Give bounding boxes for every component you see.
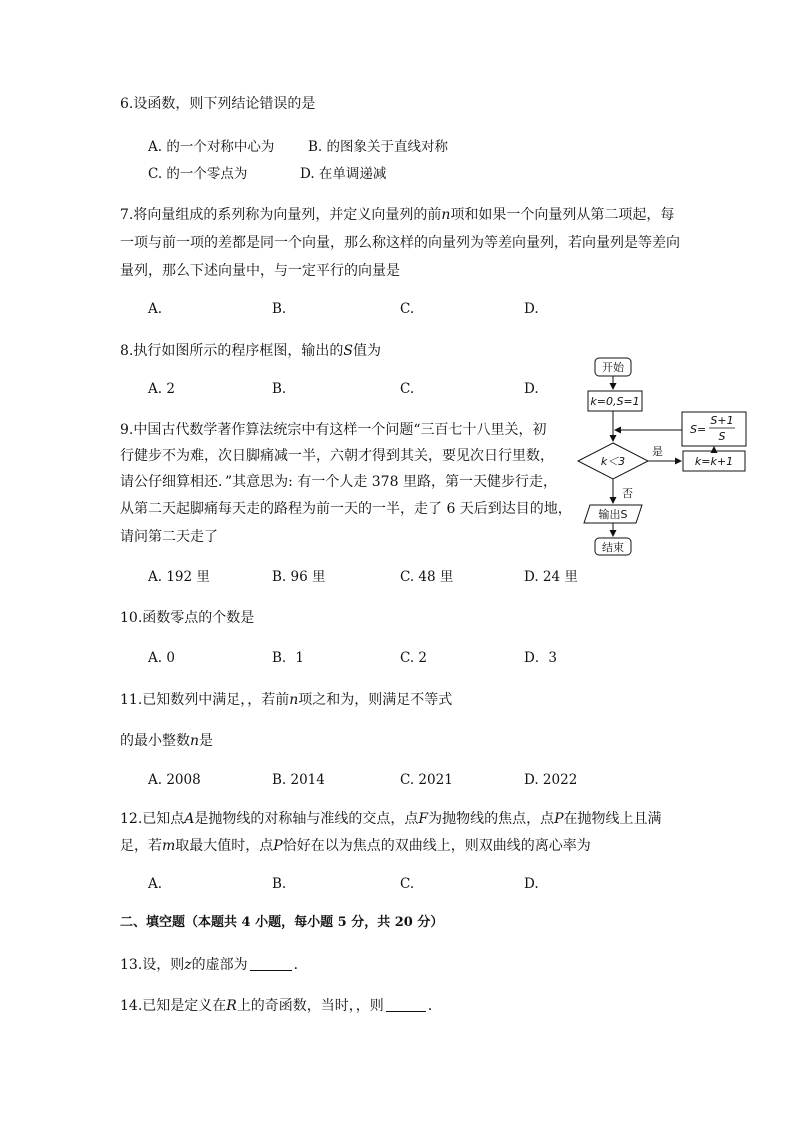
answer-blank [386,997,426,1012]
q12-option-b: B. [272,876,287,892]
q11-option-d: D. 2022 [524,772,578,788]
q11-var: n [190,733,200,749]
q12-text: 12.已知点 [120,811,185,827]
q8-option-c: C. [400,381,415,397]
q8-option-a: A. 2 [148,381,175,397]
flow-update-den: S [718,430,726,443]
answer-blank [250,956,292,971]
flow-yes-label: 是 [652,445,663,458]
q7-option-c: C. [400,301,415,317]
q12-text: 是抛物线的对称轴与准线的交点，点 [194,811,419,827]
q14-var: R [226,998,237,1014]
q7-var: n [441,207,451,223]
q12-text: 取最大值时，点 [175,838,274,854]
q6-option-b: B. 的图象关于直线对称 [308,139,449,155]
q9-line-4: 从第二天起脚痛每天走的路程为前一天的一半，走了 6 天后到达目的地， [120,501,572,517]
q7-option-a: A. [148,301,163,317]
q10-option-b: B．1 [272,650,305,666]
q6-stem: 6.设函数，则下列结论错误的是 [120,96,316,112]
q7-text: 项和如果一个向量列从第二项起，每 [450,207,675,223]
q11-text: 的最小整数 [120,733,190,749]
q7-text: 7.将向量组成的系列称为向量列，并定义向量列的前 [120,207,442,223]
q14-text: 上的奇函数，当时，，则 [236,998,384,1014]
q11-text: 11.已知数列中满足，，若前 [120,692,290,708]
q6-option-d: D. 在单调递减 [300,166,387,182]
flow-update-num: S+1 [710,414,734,427]
q13-text: 的虚部为 [191,957,248,973]
q10-option-d: D．3 [524,650,557,666]
q9-option-c: C. 48 里 [400,569,454,585]
flow-output-label: 输出S [598,508,628,521]
flow-init-label: k=0,S=1 [590,395,640,408]
q13-text: 13.设，则 [120,957,185,973]
q12-option-c: C. [400,876,415,892]
q14-text: ． [427,998,442,1014]
q9-line-1: 9.中国古代数学著作算法统宗中有这样一个问题“三百七十八里关，初 [120,422,547,438]
q13-line [120,955,308,975]
q7-option-d: D. [524,301,539,317]
q14-text: 14.已知是定义在 [120,998,227,1014]
q8-text: 8.执行如图所示的程序框图，输出的 [120,343,344,359]
q9-line-5: 请问第二天走了 [120,529,218,545]
q12-var: P [554,811,564,827]
q9-option-d: D. 24 里 [524,569,578,585]
flow-no-label: 否 [622,487,633,500]
q11-option-c: C. 2021 [400,772,453,788]
q12-text: 在抛物线上且满 [563,811,662,827]
q6-option-a: A. 的一个对称中心为 [148,139,275,155]
q8-option-d: D. [524,381,539,397]
q10-option-c: C. 2 [400,650,428,666]
q12-option-a: A. [148,876,163,892]
flow-start-label: 开始 [602,361,624,374]
q9-line-2: 行健步不为难，次日脚痛减一半，六朝才得到其关，要见次日行里数， [120,448,554,464]
q11-option-a: A. 2008 [148,772,201,788]
q14-line [120,996,442,1016]
q12-text: 足，若 [120,838,162,854]
q11-option-b: B. 2014 [272,772,325,788]
q13-text: ． [293,957,308,973]
q10-option-a: A. 0 [148,650,175,666]
q12-line-1 [120,809,662,829]
q8-stem [120,341,381,361]
q12-text: 为抛物线的焦点，点 [428,811,555,827]
flowchart [570,354,755,559]
q7-option-b: B. [272,301,287,317]
q12-option-d: D. [524,876,539,892]
q11-var: n [289,692,299,708]
section-heading: 二、填空题（本题共 4 小题，每小题 5 分，共 20 分） [120,915,444,930]
q12-var: m [162,838,176,854]
q9-line-3: 请公仔细算相还．”其意思为: 有一个人走 378 里路，第一天健步行走， [120,474,557,490]
q8-var: S [343,343,353,359]
q11-text: 项之和为，则满足不等式 [298,692,453,708]
flow-end-label: 结束 [602,541,624,554]
q9-option-a: A. 192 里 [148,569,210,585]
q11-line-2 [120,731,213,751]
q6-option-c: C. 的一个零点为 [148,166,248,182]
q12-var: F [418,811,429,827]
flow-update-lhs: S= [690,423,707,436]
q11-text: 是 [199,733,214,749]
q12-var: P [273,838,283,854]
q8-option-b: B. [272,381,287,397]
q7-line-1 [120,205,674,225]
q10-stem: 10.函数零点的个数是 [120,610,255,626]
q8-text: 值为 [352,343,381,359]
q11-line-1 [120,690,452,710]
q12-text: 恰好在以为焦点的双曲线上，则双曲线的离心率为 [282,838,591,854]
flow-decision-label: k＜3 [600,455,626,468]
q9-option-b: B. 96 里 [272,569,326,585]
q13-var: z [184,957,192,973]
q7-line-3: 量列，那么下述向量中，与一定平行的向量是 [120,263,400,279]
flow-inc-label: k=k+1 [694,455,734,468]
q12-var: A [184,811,195,827]
q12-line-2 [120,836,591,856]
q7-line-2: 一项与前一项的差都是同一个向量，那么称这样的向量列为等差向量列，若向量列是等差向 [120,235,680,251]
